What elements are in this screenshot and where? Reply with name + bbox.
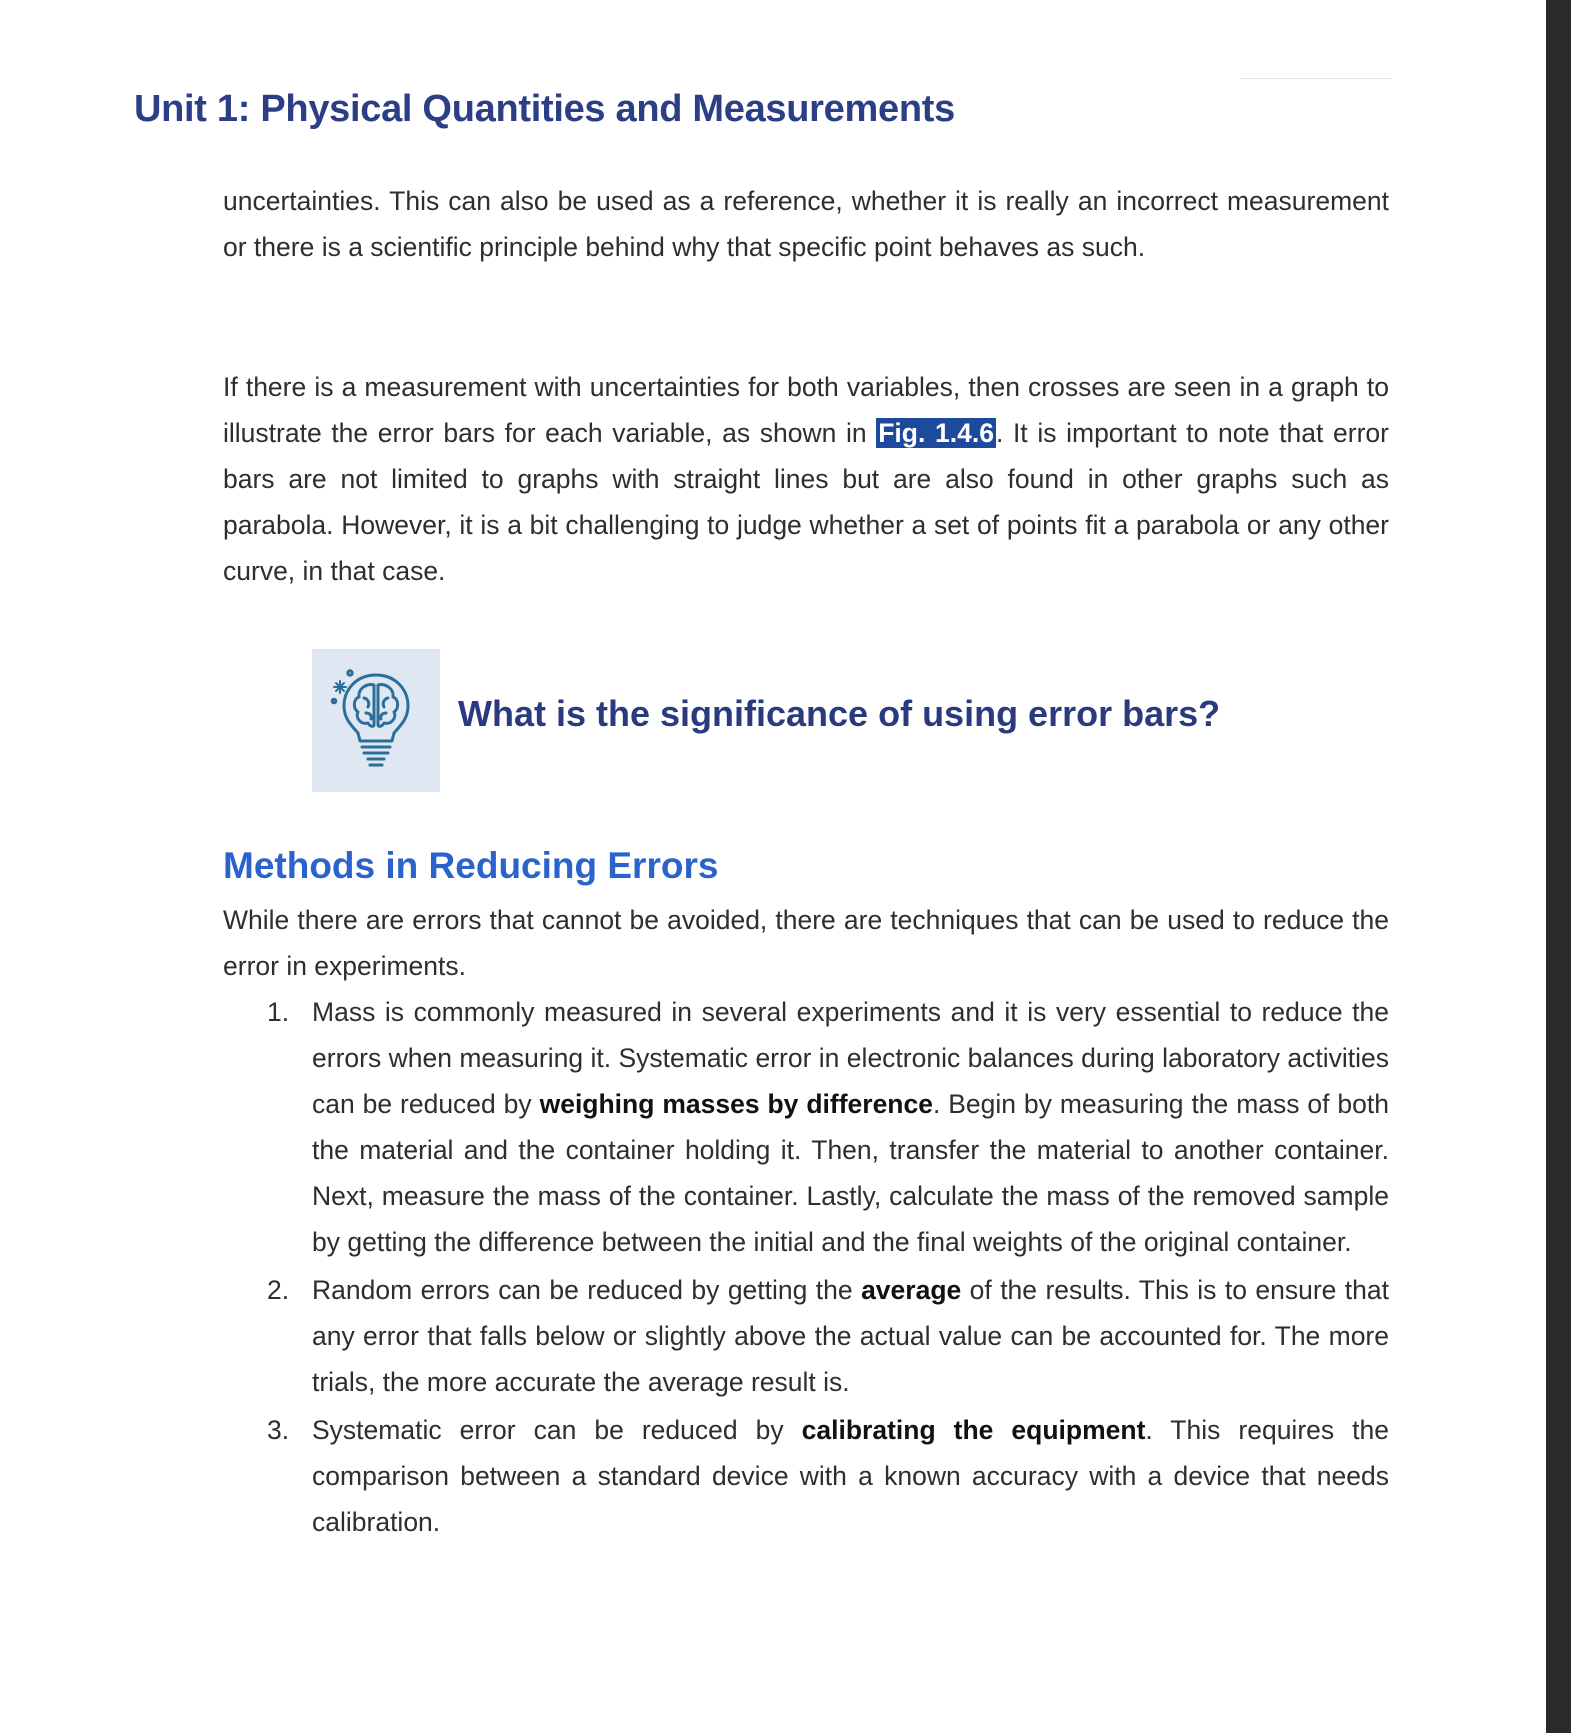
header-rule xyxy=(1240,78,1392,79)
list-text: . Begin by measuring the mass of both the material and the container holding it. Then, transfer the material to another container. Next, measure the mass of the container. Lastly, calculate the mass of the removed sample by getting the difference between the initial and the final weights of the original container. xyxy=(312,1089,1389,1257)
figure-reference-link[interactable]: Fig. 1.4.6 xyxy=(878,418,994,448)
section-intro: While there are errors that cannot be avoided, there are techniques that can be used to reduce the error in experiments. xyxy=(223,905,1389,981)
brain-lightbulb-icon xyxy=(326,663,426,775)
unit-title: Unit 1: Physical Quantities and Measurements xyxy=(134,88,955,130)
think-box-icon-panel xyxy=(312,649,440,792)
list-text: . This requires the comparison between a standard device with a known accuracy with a device that needs calibration. xyxy=(312,1415,1389,1537)
list-text: Random errors can be reduced by getting the xyxy=(312,1275,862,1305)
list-item xyxy=(223,1267,1389,1405)
paragraph-uncertainties: uncertainties. This can also be used as a reference, whether it is really an incorrect measurement or there is a scientific principle behind why that specific point behaves as such. xyxy=(223,186,1389,262)
window-edge-scrollbar[interactable] xyxy=(1546,0,1571,1733)
list-item xyxy=(223,989,1389,1265)
think-question: What is the significance of using error bars? xyxy=(458,693,1221,734)
list-number: 3. xyxy=(267,1415,290,1445)
list-number: 2. xyxy=(267,1275,290,1305)
list-text: Systematic error can be reduced by xyxy=(312,1415,802,1445)
paragraph-text: . It is important to note that error bars are not limited to graphs with straight lines but are also found in other graphs such as parabola. However, it is a bit challenging to judge whether a set of points fit a parabola or any other curve, in that case. xyxy=(223,418,1389,586)
list-text: of the results. This is to ensure that any error that falls below or slightly above the actual value can be accounted for. The more trials, the more accurate the average result is. xyxy=(312,1275,1389,1397)
list-item xyxy=(223,1407,1389,1545)
paragraph-text: If there is a measurement with uncertainties for both variables, then crosses are seen in a graph to illustrate the error bars for each variable, as shown in xyxy=(223,372,1389,448)
list-bold-term: average xyxy=(861,1275,962,1305)
list-bold-term: calibrating the equipment xyxy=(801,1415,1146,1445)
methods-list xyxy=(223,989,1389,1547)
list-text: Mass is commonly measured in several experiments and it is very essential to reduce the errors when measuring it. Systematic error in electronic balances during laboratory activities can be reduced by xyxy=(312,997,1389,1119)
section-heading: Methods in Reducing Errors xyxy=(223,845,719,886)
list-number: 1. xyxy=(267,997,290,1027)
list-bold-term: weighing masses by difference xyxy=(539,1089,933,1119)
paragraph-error-bars xyxy=(223,364,1389,594)
